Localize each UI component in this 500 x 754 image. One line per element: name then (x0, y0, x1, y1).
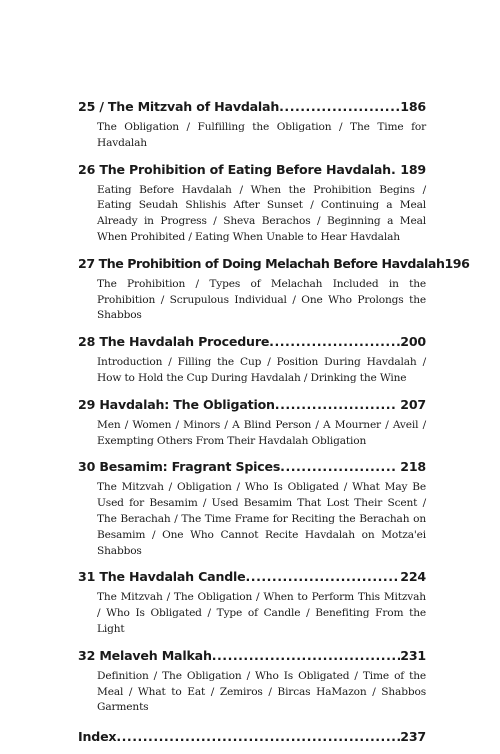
chapter-title-line (78, 568, 246, 585)
chapter-number: 29 (78, 396, 96, 412)
chapter-title-line (78, 458, 280, 475)
toc-entry (78, 255, 470, 324)
chapter-number: 25 (78, 99, 96, 114)
chapter-title-line (78, 333, 269, 350)
chapter-title: The Havdalah Candle (99, 569, 246, 585)
chapter-title-line (78, 161, 391, 178)
toc-entry-index (78, 728, 426, 745)
chapter-title: The Prohibition of Eating Before Havdalah (99, 161, 391, 177)
dot-leader (246, 568, 401, 585)
toc-heading[interactable] (78, 333, 426, 350)
toc-entry (78, 98, 426, 152)
chapter-topics: Introduction / Filling the Cup / Position During Havdalah / How to Hold the Cup During Havdalah / Drinking the Wine (97, 356, 426, 384)
chapter-title: The Prohibition of Doing Melachah Before Havdalah (98, 255, 445, 271)
toc-heading[interactable] (78, 98, 426, 115)
toc-heading[interactable] (78, 728, 426, 745)
chapter-title-line (78, 98, 279, 115)
chapter-topics: Definition / The Obligation / Who Is Obligated / Time of the Meal / What to Eat / Zemiros / Bircas HaMazon / Shabbos Garments (97, 669, 426, 714)
chapter-number: 27 (78, 255, 95, 271)
page-number: 186 (400, 99, 426, 114)
table-of-contents (78, 98, 470, 754)
chapter-title: Besamim: Fragrant Spices (99, 459, 281, 475)
toc-entry (78, 333, 426, 387)
page-number: 237 (400, 729, 426, 745)
dot-leader (275, 396, 398, 413)
chapter-number: 26 (78, 161, 96, 177)
dot-leader (212, 647, 401, 664)
page-number: 196 (444, 255, 470, 271)
chapter-number: 31 (78, 569, 96, 585)
chapter-title-line (78, 255, 444, 272)
chapter-number: 32 (78, 647, 96, 663)
chapter-topics: The Mitzvah / The Obligation / When to Perform This Mitzvah / Who Is Obligated / Type of Candle / Benefiting From the Light (97, 591, 426, 635)
chapter-title: The Mitzvah of Havdalah (107, 99, 280, 114)
dot-leader (116, 728, 400, 745)
toc-entry (78, 396, 426, 450)
chapter-topics: The Mitzvah / Obligation / Who Is Obligated / What May Be Used for Besamim / Used Besamim That Lost Their Scent / The Berachah / The Time Frame for Reciting the Berachah on Besamim / One Who Cannot Recite Havdalah on Motza'ei Shabbos (97, 481, 426, 557)
chapter-topics: Men / Women / Minors / A Blind Person / A Mourner / Aveil / Exempting Others From Their Havdalah Obligation (97, 418, 426, 447)
chapter-topics: Eating Before Havdalah / When the Prohibition Begins / Eating Seudah Shlishis After Sunset / Continuing a Meal Already in Progress / Sheva Berachos / Beginning a Meal When Prohibited / Eating When Unable to Hear Havdalah (97, 183, 426, 243)
dot-leader (279, 98, 400, 115)
toc-heading[interactable] (78, 255, 470, 272)
chapter-title-line (78, 396, 275, 413)
page-number: 231 (400, 647, 426, 663)
chapter-number: 30 (78, 459, 96, 475)
toc-entry (78, 161, 426, 246)
toc-heading[interactable] (78, 161, 426, 178)
chapter-title-line (78, 647, 212, 664)
dot-leader (269, 333, 400, 350)
dot-leader (280, 458, 397, 475)
page-number: 224 (400, 569, 426, 585)
page-number: 218 (400, 459, 426, 475)
toc-heading[interactable] (78, 568, 426, 585)
page-number: 207 (400, 396, 426, 412)
chapter-number: 28 (78, 334, 96, 350)
chapter-title: Havdalah: The Obligation (99, 396, 275, 412)
chapter-topics: The Obligation / Fulfilling the Obligation / The Time for Havdalah (97, 121, 426, 149)
chapter-title: Melaveh Malkah (99, 647, 212, 663)
toc-heading[interactable] (78, 647, 426, 664)
index-title: Index (78, 729, 117, 745)
chapter-separator: / (95, 99, 108, 114)
toc-heading[interactable] (78, 396, 426, 413)
toc-entry (78, 458, 426, 559)
toc-entry (78, 568, 426, 637)
chapter-title: The Havdalah Procedure (99, 334, 270, 350)
toc-entry (78, 647, 426, 716)
page-number: 189 (400, 161, 426, 177)
dot-leader (391, 161, 397, 178)
page-number: 200 (400, 334, 426, 350)
toc-heading[interactable] (78, 458, 426, 475)
chapter-topics: The Prohibition / Types of Melachah Included in the Prohibition / Scrupulous Individual / One Who Prolongs the Shabbos (97, 277, 426, 322)
